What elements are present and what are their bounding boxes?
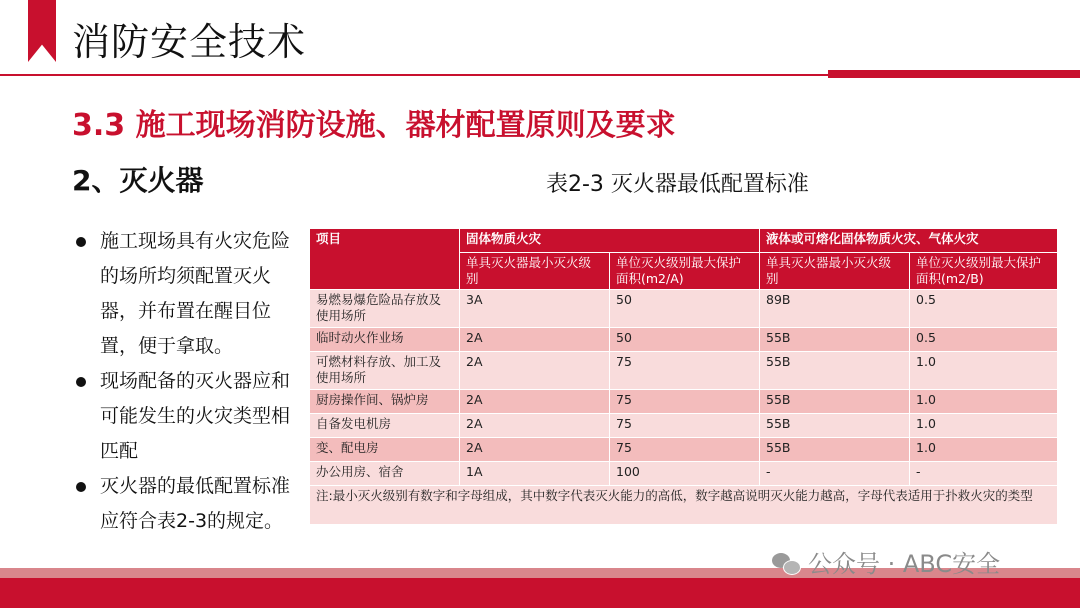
table-row <box>310 414 1058 438</box>
table-cell: 2A <box>460 414 610 438</box>
table-cell: 可燃材料存放、加工及使用场所 <box>310 352 460 390</box>
subheader-cell: 单位灭火级别最大保护面积(m2/B) <box>910 253 1058 290</box>
table-cell: 1.0 <box>910 390 1058 414</box>
table-row <box>310 328 1058 352</box>
bullet-item <box>76 364 308 469</box>
table-cell: 厨房操作间、锅炉房 <box>310 390 460 414</box>
table-header-row <box>310 229 1058 253</box>
header-liquid-gas-fire: 液体或可熔化固体物质火灾、气体火灾 <box>760 229 1058 253</box>
table-cell: 2A <box>460 390 610 414</box>
table-cell: 55B <box>760 390 910 414</box>
table-cell: 自备发电机房 <box>310 414 460 438</box>
section-title: 3.3 施工现场消防设施、器材配置原则及要求 <box>72 108 676 143</box>
header-accent-bar <box>828 70 1080 78</box>
watermark-text: 公众号 · ABC安全 <box>808 550 1001 578</box>
table-cell: 75 <box>610 352 760 390</box>
table-note-row <box>310 486 1058 525</box>
table-cell: 0.5 <box>910 290 1058 328</box>
footer-band <box>0 578 1080 608</box>
header-divider <box>0 74 830 76</box>
extinguisher-table-container <box>309 228 1057 525</box>
table-cell: 55B <box>760 328 910 352</box>
table-note: 注:最小灭火级别有数字和字母组成，其中数字代表灭火能力的高低，数字越高说明灭火能力越高，字母代表适用于扑救火灾的类型 <box>310 486 1058 525</box>
header-item: 项目 <box>310 229 460 290</box>
table-row <box>310 390 1058 414</box>
table-cell: 1.0 <box>910 352 1058 390</box>
watermark <box>772 548 1000 580</box>
table-cell: - <box>760 462 910 486</box>
table-cell: 临时动火作业场 <box>310 328 460 352</box>
bullet-dot-icon <box>76 237 86 247</box>
bullet-list <box>76 224 308 539</box>
table-cell: 75 <box>610 438 760 462</box>
table-cell: 1.0 <box>910 438 1058 462</box>
table-cell: 办公用房、宿舍 <box>310 462 460 486</box>
extinguisher-table <box>309 228 1058 525</box>
table-cell: 2A <box>460 352 610 390</box>
table-row <box>310 438 1058 462</box>
table-cell: 100 <box>610 462 760 486</box>
table-cell: 易燃易爆危险品存放及使用场所 <box>310 290 460 328</box>
wechat-icon <box>772 553 800 575</box>
subheader-cell: 单具灭火器最小灭火级别 <box>460 253 610 290</box>
table-row <box>310 462 1058 486</box>
table-caption: 表2-3 灭火器最低配置标准 <box>546 172 809 197</box>
table-cell: - <box>910 462 1058 486</box>
bullet-text: 现场配备的灭火器应和可能发生的火灾类型相匹配 <box>100 370 291 462</box>
table-cell: 89B <box>760 290 910 328</box>
subheader-cell: 单位灭火级别最大保护面积(m2/A) <box>610 253 760 290</box>
bullet-dot-icon <box>76 377 86 387</box>
table-cell: 55B <box>760 438 910 462</box>
header-solid-fire: 固体物质火灾 <box>460 229 760 253</box>
bullet-text: 施工现场具有火灾危险的场所均须配置灭火器，并布置在醒目位置，便于拿取。 <box>100 230 291 357</box>
table-cell: 0.5 <box>910 328 1058 352</box>
table-cell: 2A <box>460 438 610 462</box>
bullet-dot-icon <box>76 482 86 492</box>
table-cell: 3A <box>460 290 610 328</box>
header-title: 消防安全技术 <box>72 20 307 64</box>
table-cell: 50 <box>610 290 760 328</box>
table-cell: 55B <box>760 352 910 390</box>
table-cell: 75 <box>610 390 760 414</box>
table-cell: 2A <box>460 328 610 352</box>
bullet-text: 灭火器的最低配置标准应符合表2-3的规定。 <box>100 475 291 532</box>
subheader-cell: 单具灭火器最小灭火级别 <box>760 253 910 290</box>
table-row <box>310 290 1058 328</box>
table-cell: 变、配电房 <box>310 438 460 462</box>
table-cell: 55B <box>760 414 910 438</box>
table-cell: 1A <box>460 462 610 486</box>
bullet-item <box>76 224 308 364</box>
bookmark-ribbon <box>28 0 56 62</box>
table-row <box>310 352 1058 390</box>
subsection-title: 2、灭火器 <box>72 164 204 197</box>
table-cell: 75 <box>610 414 760 438</box>
bullet-item <box>76 469 308 539</box>
table-cell: 1.0 <box>910 414 1058 438</box>
table-cell: 50 <box>610 328 760 352</box>
